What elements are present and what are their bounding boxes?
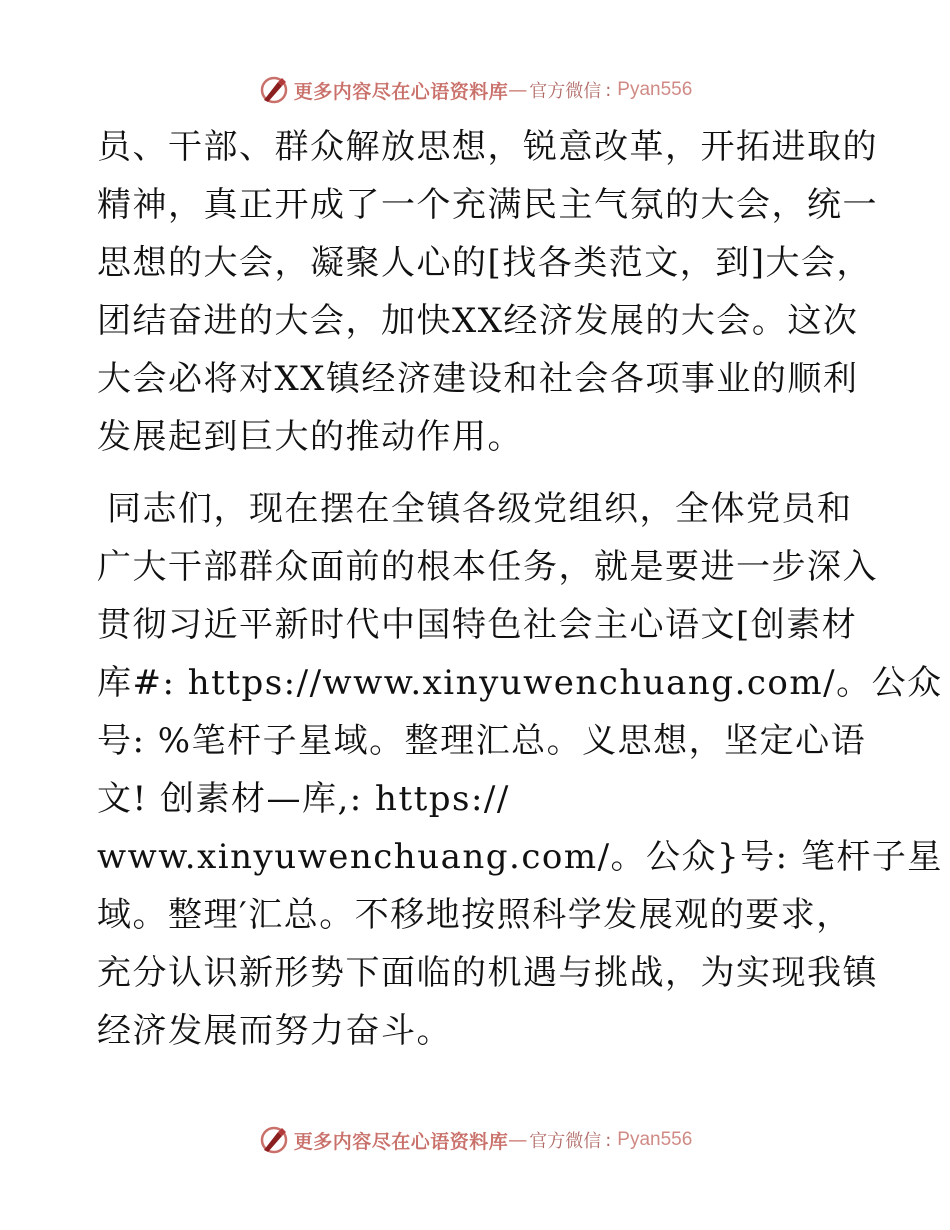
- text-line: 精神，真正开成了一个充满民主气氛的大会，统一: [97, 185, 878, 225]
- banner-wechat-label: 官方微信: [529, 1131, 602, 1152]
- text-line: 思想的大会，凝聚人心的[找各类范文，到]大会，: [97, 243, 873, 283]
- text-line: 经济发展而努力奋斗。: [97, 1011, 452, 1051]
- pen-nib-logo-icon: [258, 74, 290, 106]
- banner-wechat-label: 官方微信: [529, 81, 602, 102]
- header-watermark-banner: [0, 70, 950, 110]
- banner-separator: :: [605, 79, 612, 101]
- text-line: 发展起到巨大的推动作用。: [97, 417, 523, 457]
- text-line: 广大干部群众面前的根本任务，就是要进一步深入: [97, 547, 878, 587]
- pen-nib-logo-icon: [258, 1124, 290, 1156]
- banner-wechat-id: Pyan556: [617, 79, 693, 100]
- banner-dash: —: [508, 1129, 528, 1151]
- text-line: 号: %笔杆子星域。整理汇总。义思想，坚定心语: [97, 721, 867, 761]
- text-line: 团结奋进的大会，加快XX经济发展的大会。这次: [97, 301, 859, 341]
- text-line: www.xinyuwenchuang.com/。公众}号: 笔杆子星: [97, 837, 943, 877]
- banner-dash: —: [508, 79, 528, 101]
- text-line: 贯彻习近平新时代中国特色社会主心语文[创素材: [97, 605, 858, 645]
- paragraph-1: [97, 118, 878, 466]
- footer-watermark-banner: [0, 1120, 950, 1160]
- banner-main-text: 更多内容尽在心语资料库: [293, 1130, 509, 1153]
- text-line: 员、干部、群众解放思想，锐意改革，开拓进取的: [97, 127, 878, 167]
- document-body: [97, 118, 943, 1060]
- text-line: 库#: https://www.xinyuwenchuang.com/。公众: [97, 663, 943, 703]
- text-line: 大会必将对XX镇经济建设和社会各项事业的顺利: [97, 359, 859, 399]
- text-line: 文! 创素材—库,: https://: [97, 779, 510, 819]
- banner-separator: :: [605, 1129, 612, 1151]
- paragraph-2: [97, 480, 943, 1060]
- text-line: 充分认识新形势下面临的机遇与挑战，为实现我镇: [97, 953, 878, 993]
- text-line: 域。整理′汇总。不移地按照科学发展观的要求，: [97, 895, 852, 935]
- text-line: 同志们，现在摆在全镇各级党组织，全体党员和: [107, 489, 853, 529]
- banner-main-text: 更多内容尽在心语资料库: [293, 80, 509, 103]
- banner-wechat-id: Pyan556: [617, 1129, 693, 1150]
